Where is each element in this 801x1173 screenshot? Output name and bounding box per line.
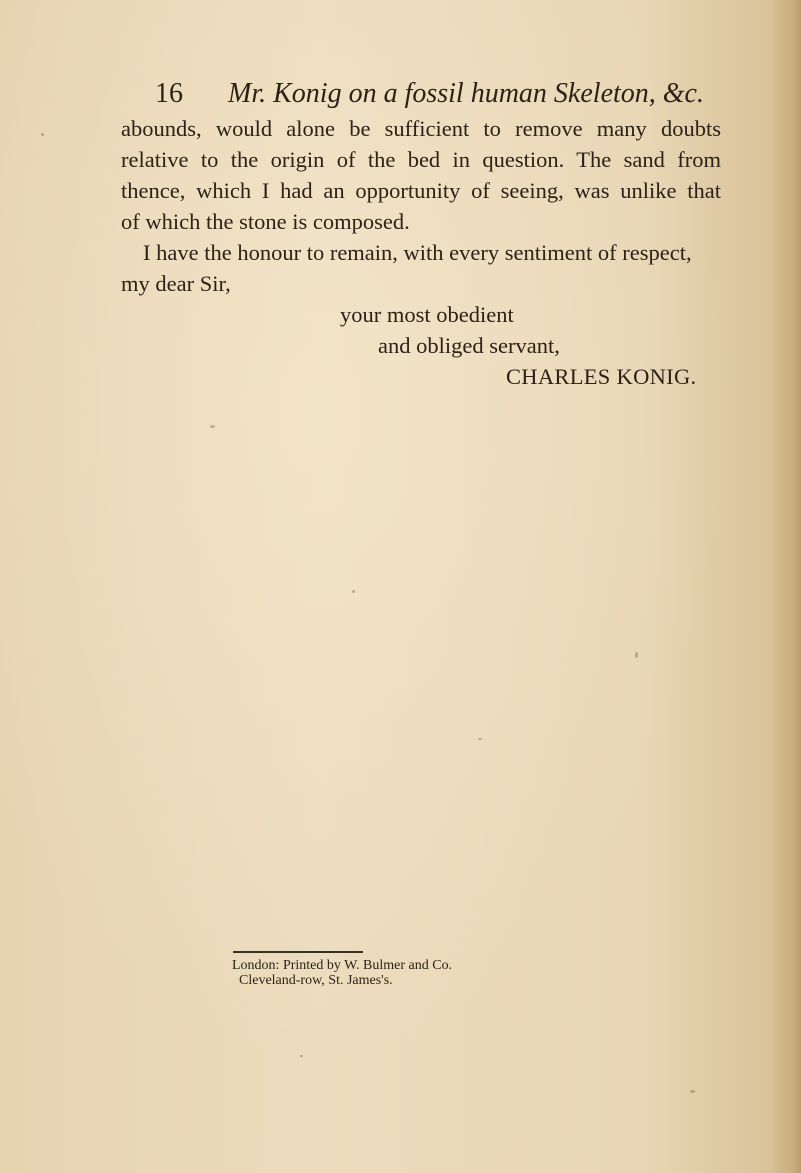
- page-edge-shadow: [771, 0, 801, 1173]
- body-line: I have the honour to remain, with every sentiment of respect,: [143, 240, 692, 265]
- paper-speck: [690, 1090, 695, 1093]
- title-prefix: on: [348, 78, 377, 109]
- letter-body: [121, 113, 721, 392]
- paper-speck: [352, 590, 355, 593]
- paper-speck: [478, 738, 482, 740]
- imprint-line-1: London: Printed by W. Bulmer and Co.: [232, 958, 453, 973]
- paper-speck: [41, 133, 44, 136]
- signature: CHARLES KONIG.: [506, 364, 697, 389]
- body-line: abounds, would alone be sufficient to remove many doubts: [121, 116, 721, 141]
- paper-speck: [635, 652, 638, 658]
- printer-imprint: [232, 958, 452, 988]
- running-title: [228, 78, 704, 110]
- title-rest: a fossil human Skeleton, &c.: [383, 78, 704, 109]
- body-line: of which the stone is composed.: [121, 209, 410, 234]
- paper-speck: [300, 1055, 303, 1057]
- author-name: Mr. Konig: [228, 78, 342, 109]
- imprint-rule: [233, 951, 363, 953]
- paper-speck: [210, 425, 215, 428]
- closing-line-1: your most obedient: [340, 302, 514, 327]
- page-number: 16: [155, 78, 183, 109]
- body-line: relative to the origin of the bed in question. The sand from: [121, 147, 721, 172]
- salutation: my dear Sir,: [121, 271, 231, 296]
- body-line: thence, which I had an opportunity of seeing, was unlike that: [121, 178, 721, 203]
- closing-line-2: and obliged servant,: [378, 333, 560, 358]
- imprint-line-2: Cleveland-row, St. James's.: [239, 973, 393, 988]
